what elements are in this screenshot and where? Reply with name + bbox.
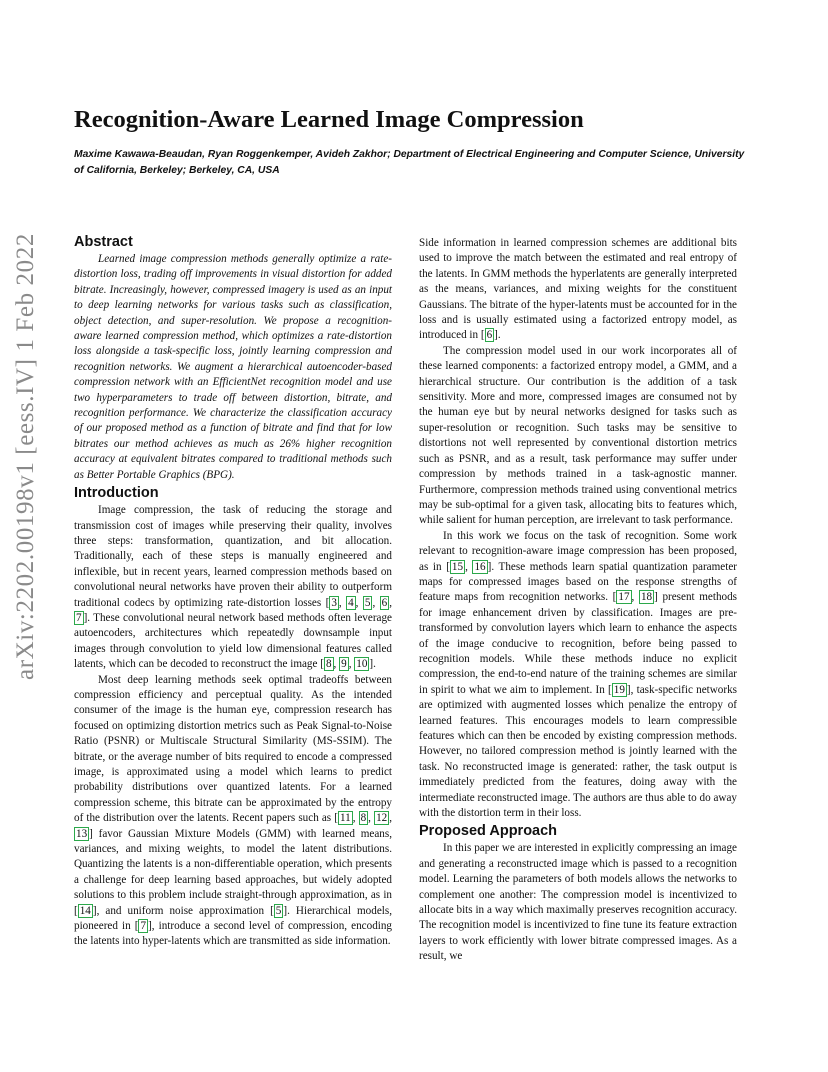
citation-link[interactable]: 4 [348,596,354,609]
recognition-work-paragraph: In this work we focus on the task of recognition. Some work relevant to recognition-aware image compression has been proposed, as in [ 15 , 16 ]. These methods learn spatial quantization parameter maps for compressed images based on the response strengths of feature maps from recognition networks. [ 17 , 18 ] present methods for image enhancement driven by classification. Images are pre-transformed by convolution layers which learn to enhance the aspects of the image conducive to recognition, before being passed to recognition models. While these methods induce no explicit compression, the end-to-end nature of the training schemes are similar in spirit to what we aim to implement. In [ 19 ], task-specific networks are optimized with augmented losses which penalize the entropy of learned features. This encourages models to learn compressible features which can then be encoded by existing compression methods. However, no tailored compression method is jointly learned with the task. No reconstructed image is generated: rather, the task output is immediately predicted from the features, doing away with the intermediate reconstructed image. The authors are thus able to do away with the distortion term in their loss. [419,529,738,820]
citation-link[interactable]: 16 [474,560,486,573]
compression-model-paragraph: The compression model used in our work incorporates all of these learned components: a factorized entropy model, a GMM, and a hierarchical structure. Our contribution is the addition of a task sensitivity. More and more, compressed images are consumed not by the human eye but by neural networks designed for tasks such as super-resolution or recognition. Such tasks may be sensitive to distortions not well represented by conventional distortion metrics such as PSNR, and as a result, task performance may suffer under compression by methods trained in a task-agnostic manner. Furthermore, compression methods trained using conventional metrics may be sub-optimal for a given task, allocating bits to features which, while salient for human perception, are irrelevant to task performance. [419,344,737,527]
left-column [74,232,392,950]
citation-link[interactable]: 3 [331,596,337,609]
citation-link[interactable]: 6 [381,596,388,609]
right-column [419,236,737,965]
proposed-approach-heading: Proposed Approach [419,823,558,840]
citation-link[interactable]: 15 [451,560,464,573]
citation-link[interactable]: 18 [640,591,653,604]
citation-link[interactable]: 7 [76,611,82,624]
citation-link[interactable]: 19 [613,683,625,696]
paper-title: Recognition-Aware Learned Image Compression [74,106,584,133]
arxiv-identifier: arXiv:2202.00198v1 [eess.IV] 1 Feb 2022 [12,233,39,680]
citation-link[interactable]: 10 [356,658,368,671]
abstract-heading: Abstract [74,234,133,250]
citation-link[interactable]: 12 [376,812,388,825]
citation-link[interactable]: 11 [339,812,351,825]
citation-link[interactable]: 5 [364,596,371,609]
citation-link[interactable]: 8 [360,812,367,825]
citation-link[interactable]: 17 [618,591,630,604]
citation-link[interactable]: 8 [325,658,332,671]
intro-paragraph-2: Most deep learning methods seek optimal tradeoffs between compression efficiency and perceptual quality. As the intended consumer of the image is the human eye, compression research has focused on optimizing distortion metrics such as Peak Signal-to-Noise Ratio (PSNR) or Multiscale Structural Similarity (MS-SSIM). The bitrate, or the average number of bits required to encode a compressed image, is approximated using a model which learns to predict probability distributions over quantized latents. For a learned compression scheme, this bitrate can be approximated by the entropy of the distribution over the latents. Recent papers such as [ 11 , 8 , 12 , 13 ] favor Gaussian Mixture Models (GMM) with learned means, variances, and mixing weights, to model the latent distributions. Quantizing the latents is a non-differentiable operation, which presents a challenge for deep learning based approaches, but widely adopted solutions to this problem include straight-through approximation, as in [ 14 ], and uniform noise approximation [ 5 ]. Hierarchical models, pioneered in [ 7 ], introduce a second level of compression, encoding the latents into hyper-latents which are transmitted as side information. [74,673,392,948]
abstract-body: Learned image compression methods generally optimize a rate-distortion loss, trading off improvements in visual distortion for added bitrate. Increasingly, however, compressed imagery is used as an input to deep learning networks for various tasks such as classification, object detection, and super-resolution. We propose a recognition-aware learned compression method, which optimizes a rate-distortion loss alongside a task-specific loss, jointly learning compression and recognition networks. We augment a hierarchical autoencoder-based compression network with an EfficientNet recognition model and use two hyperparameters to trade off between distortion, bitrate, and recognition performance. We characterize the classification accuracy of our proposed method as a function of bitrate and find that for low bitrates our method achieves as much as 26% higher recognition accuracy at equivalent bitrates compared to traditional methods such as Better Portable Graphics (BPG). [74,253,392,481]
citation-link[interactable]: 7 [140,920,147,933]
citation-link[interactable]: 14 [79,904,91,917]
author-line: Maxime Kawawa-Beaudan, Ryan Roggenkemper, Avideh Zakhor; Department of Electrical Engineering and Computer Science, University of California, Berkeley; Berkeley, CA, USA [74,149,745,176]
citation-link[interactable]: 6 [486,329,493,342]
side-information-paragraph: Side information in learned compression schemes are additional bits used to improve the match between the estimated and real entropy of the latents. In GMM methods the hyperlatents are generally interpreted as the means, variances, and mixing weights for the constituent Gaussians. The bitrate of the hyper-latents must be accounted for in the loss and is usually estimated using a factorized entropy model, as introduced in [ 6 ]. [419,237,737,342]
intro-paragraph-1: Image compression, the task of reducing the storage and transmission cost of images while preserving their quality, involves three steps: transformation, quantization, and bit allocation. Traditionally, each of these steps is manually engineered and inflexible, but in recent years, learned compression methods based on convolutional neural networks have proven their ability to outperform traditional codecs by optimizing rate-distortion losses [ 3 , 4 , 5 , 6 , 7 ]. These convolutional neural network based methods often leverage autoencoders, architectures which repeatedly downsample input images through convolution to yield low dimensional features called latents, which can be decoded to reconstruct the image [ 8 , 9 , 10 ]. [74,504,392,671]
introduction-heading: Introduction [74,485,159,502]
citation-link[interactable]: 5 [275,904,282,917]
proposed-approach-paragraph: In this paper we are interested in explicitly compressing an image and generating a reconstructed image which is passed to a recognition model. Learning the parameters of both models allows the networks to complement one another: The compression model is incentivized to allocate bits in a way which maximally preserves recognition accuracy. The recognition model is incentivized to fine tune its feature extraction layers to work efficiently with lower bitrate compressed images. As a result, we [419,842,737,963]
citation-link[interactable]: 13 [76,827,88,840]
citation-link[interactable]: 9 [341,658,347,671]
